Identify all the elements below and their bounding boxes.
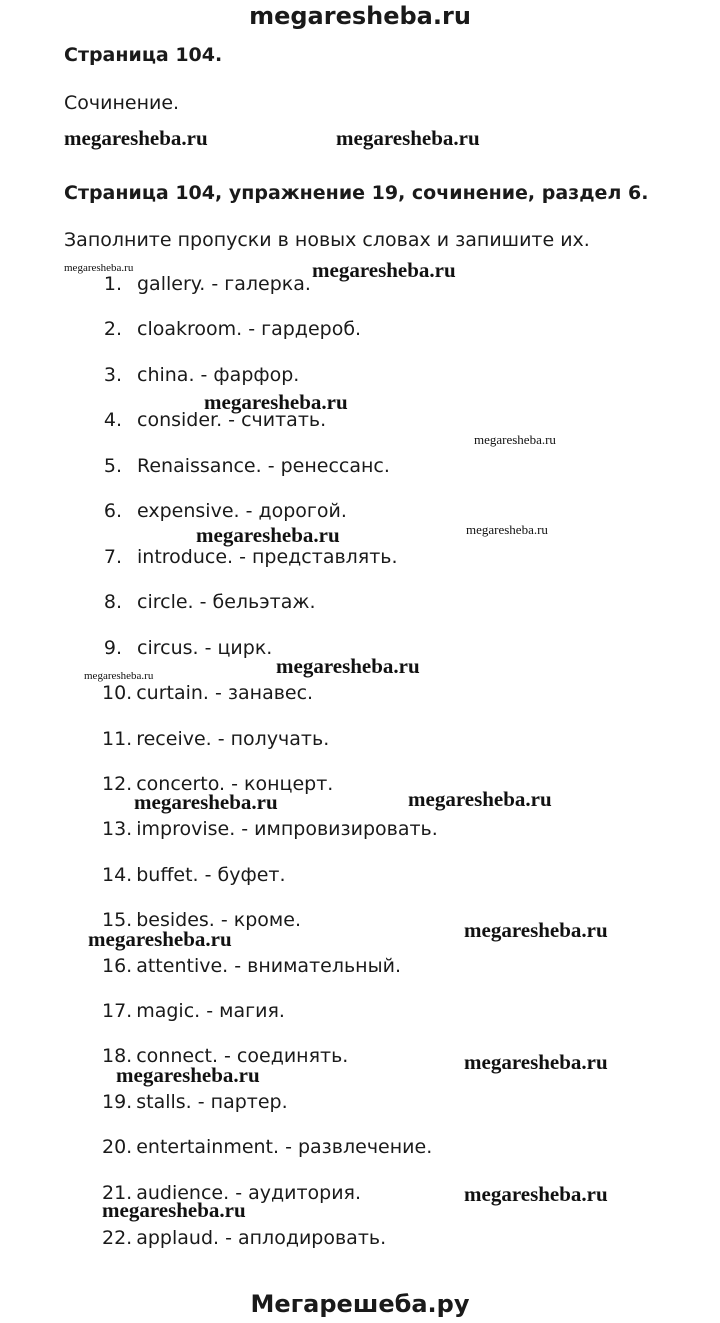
watermark: megaresheba.ru xyxy=(204,390,348,414)
list-item: 18. connect. - соединять. xyxy=(102,1045,349,1067)
watermark: megaresheba.ru xyxy=(84,670,154,682)
list-item: 5. Renaissance. - ренессанс. xyxy=(103,455,390,477)
watermark: megaresheba.ru xyxy=(464,1050,608,1074)
list-item: 7. introduce. - представлять. xyxy=(103,546,398,568)
watermark: megaresheba.ru xyxy=(466,522,548,537)
watermark: megaresheba.ru xyxy=(116,1063,260,1087)
essay-label: Сочинение. xyxy=(64,92,180,114)
watermark: megaresheba.ru xyxy=(276,654,420,678)
list-item: 16. attentive. - внимательный. xyxy=(102,955,401,977)
watermark: megaresheba.ru xyxy=(464,918,608,942)
list-item: 14. buffet. - буфет. xyxy=(102,864,286,886)
list-item: 11. receive. - получать. xyxy=(102,728,330,750)
list-item: 17. magic. - магия. xyxy=(102,1000,285,1022)
list-item: 3. china. - фарфор. xyxy=(103,364,300,386)
exercise-heading: Страница 104, упражнение 19, сочинение, раздел 6. xyxy=(64,182,649,204)
list-item: 6. expensive. - дорогой. xyxy=(103,500,347,522)
list-item: 22. applaud. - аплодировать. xyxy=(102,1227,387,1249)
list-item: 2. cloakroom. - гардероб. xyxy=(103,318,362,340)
watermark: megaresheba.ru xyxy=(134,790,278,814)
list-item: 19. stalls. - партер. xyxy=(102,1091,288,1113)
list-item: 12. concerto. - концерт. xyxy=(102,773,334,795)
list-item: 10. curtain. - занавес. xyxy=(102,682,314,704)
watermark: megaresheba.ru xyxy=(64,126,208,150)
watermark: megaresheba.ru xyxy=(196,523,340,547)
watermark: megaresheba.ru xyxy=(336,126,480,150)
list-item: 9. circus. - цирк. xyxy=(103,637,273,659)
list-item: 8. circle. - бельэтаж. xyxy=(103,591,316,613)
watermark: megaresheba.ru xyxy=(464,1182,608,1206)
list-item: 13. improvise. - импровизировать. xyxy=(102,818,438,840)
page-heading: Страница 104. xyxy=(64,44,223,66)
watermark: megaresheba.ru xyxy=(408,787,552,811)
instruction-text: Заполните пропуски в новых словах и запишите их. xyxy=(64,229,590,251)
watermark: megaresheba.ru xyxy=(102,1198,246,1222)
site-title-bottom: Мегарешеба.ру xyxy=(250,1290,470,1318)
watermark: megaresheba.ru xyxy=(88,927,232,951)
list-item: 15. besides. - кроме. xyxy=(102,909,301,931)
watermark: megaresheba.ru xyxy=(312,258,456,282)
list-item: 21. audience. - аудитория. xyxy=(102,1182,362,1204)
list-item: 20. entertainment. - развлечение. xyxy=(102,1136,433,1158)
list-item: 4. consider. - считать. xyxy=(103,409,327,431)
watermark: megaresheba.ru xyxy=(64,262,134,274)
site-title-top: megaresheba.ru xyxy=(249,2,471,30)
list-item: 1. gallery. - галерка. xyxy=(103,273,311,295)
watermark: megaresheba.ru xyxy=(474,432,556,447)
